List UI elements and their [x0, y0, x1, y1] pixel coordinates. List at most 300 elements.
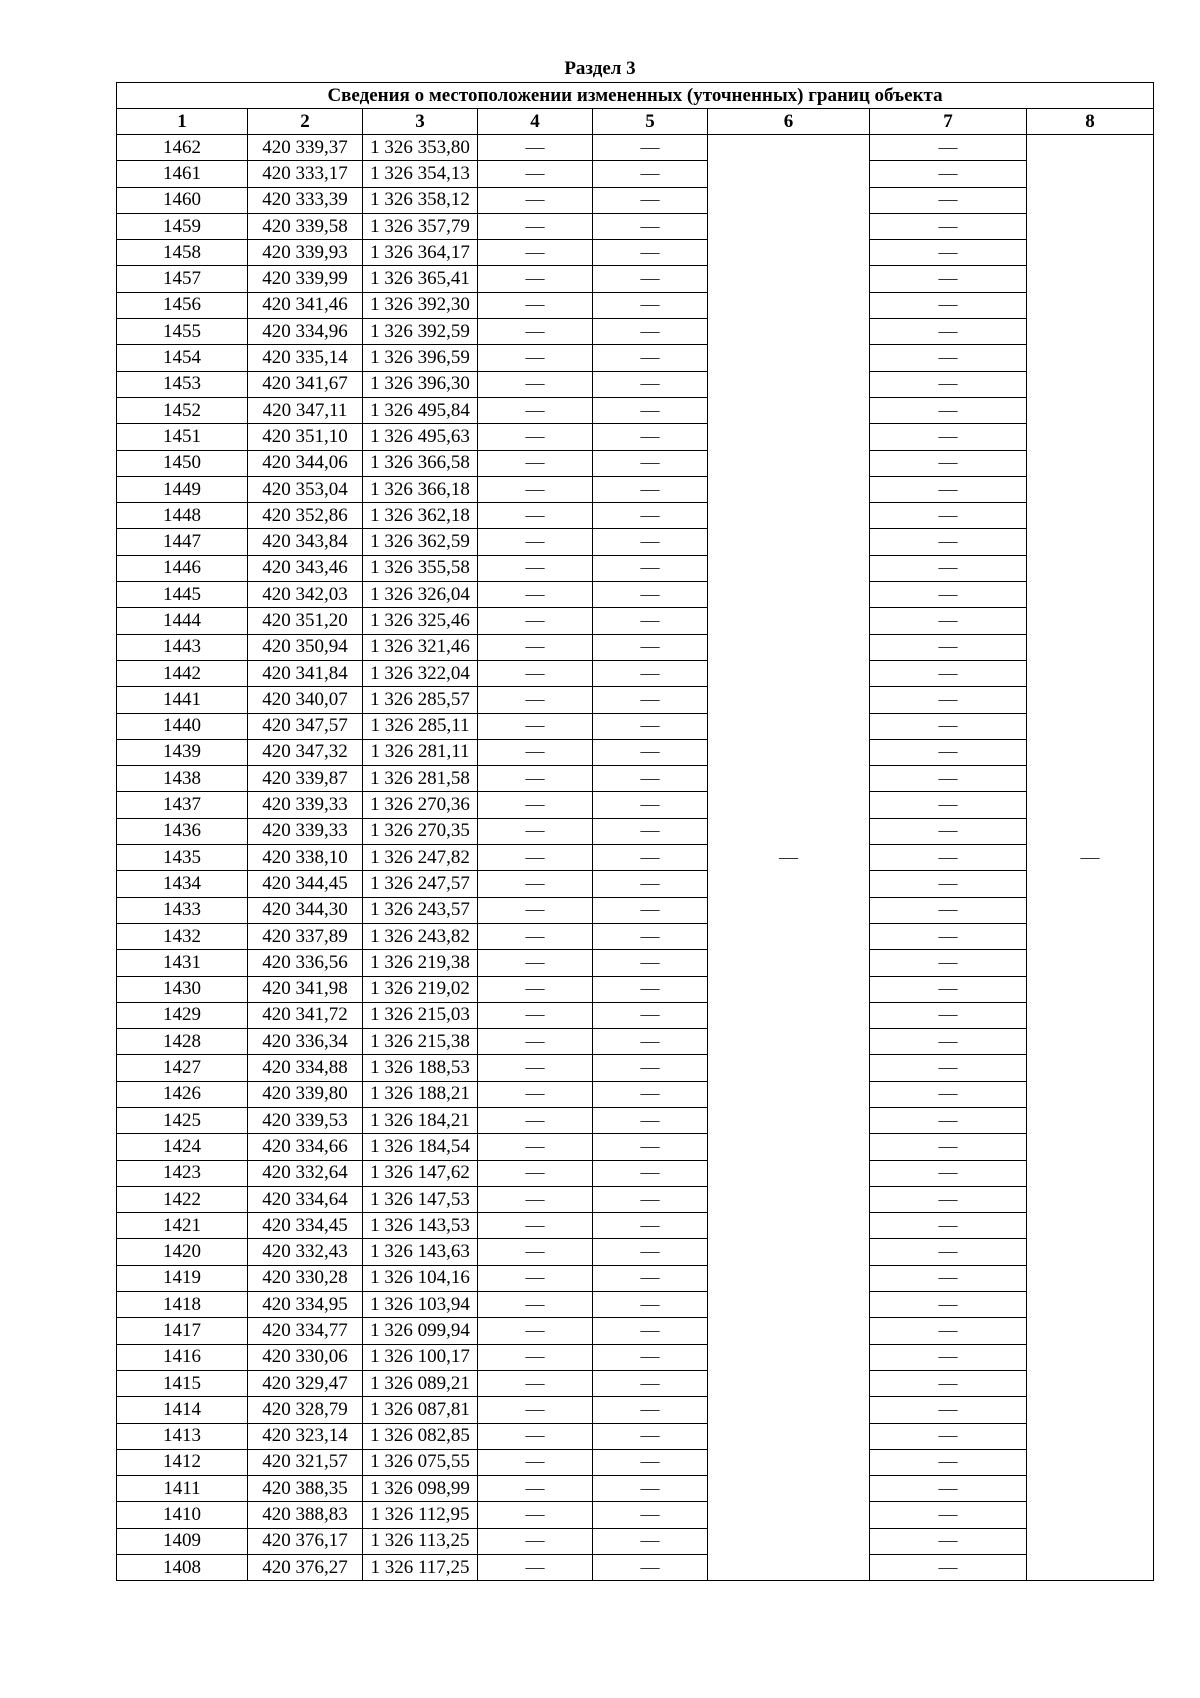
table-row	[117, 1476, 1154, 1502]
column-7-dash-cell: —	[870, 1055, 1027, 1081]
table-row	[117, 923, 1154, 949]
table-row	[117, 871, 1154, 897]
x-coordinate-cell: 420 351,20	[248, 608, 363, 634]
column-number-6: 6	[708, 109, 870, 135]
column-7-dash-cell: —	[870, 950, 1027, 976]
table-row	[117, 1528, 1154, 1554]
point-number-cell: 1425	[117, 1107, 248, 1133]
column-4-dash-cell: —	[478, 161, 593, 187]
column-4-dash-cell: —	[478, 582, 593, 608]
point-number-cell: 1455	[117, 319, 248, 345]
column-5-dash-cell: —	[593, 713, 708, 739]
column-7-dash-cell: —	[870, 845, 1027, 871]
column-7-dash-cell: —	[870, 503, 1027, 529]
y-coordinate-cell: 1 326 358,12	[363, 187, 478, 213]
x-coordinate-cell: 420 341,84	[248, 660, 363, 686]
x-coordinate-cell: 420 321,57	[248, 1449, 363, 1475]
x-coordinate-cell: 420 341,98	[248, 976, 363, 1002]
point-number-cell: 1444	[117, 608, 248, 634]
x-coordinate-cell: 420 336,34	[248, 1029, 363, 1055]
column-5-dash-cell: —	[593, 1292, 708, 1318]
column-5-dash-cell: —	[593, 1318, 708, 1344]
column-4-dash-cell: —	[478, 292, 593, 318]
column-7-dash-cell: —	[870, 450, 1027, 476]
y-coordinate-cell: 1 326 325,46	[363, 608, 478, 634]
column-7-dash-cell: —	[870, 187, 1027, 213]
y-coordinate-cell: 1 326 215,38	[363, 1029, 478, 1055]
x-coordinate-cell: 420 332,43	[248, 1239, 363, 1265]
x-coordinate-cell: 420 344,30	[248, 897, 363, 923]
column-4-dash-cell: —	[478, 713, 593, 739]
column-5-dash-cell: —	[593, 1239, 708, 1265]
table-row	[117, 1397, 1154, 1423]
x-coordinate-cell: 420 388,35	[248, 1476, 363, 1502]
column-4-dash-cell: —	[478, 1002, 593, 1028]
y-coordinate-cell: 1 326 184,54	[363, 1134, 478, 1160]
column-4-dash-cell: —	[478, 1029, 593, 1055]
y-coordinate-cell: 1 326 098,99	[363, 1476, 478, 1502]
column-4-dash-cell: —	[478, 319, 593, 345]
column-7-dash-cell: —	[870, 1476, 1027, 1502]
column-4-dash-cell: —	[478, 845, 593, 871]
boundary-points-table	[116, 82, 1154, 1581]
x-coordinate-cell: 420 388,83	[248, 1502, 363, 1528]
x-coordinate-cell: 420 352,86	[248, 503, 363, 529]
x-coordinate-cell: 420 329,47	[248, 1370, 363, 1396]
column-5-dash-cell: —	[593, 1160, 708, 1186]
column-number-1: 1	[117, 109, 248, 135]
x-coordinate-cell: 420 351,10	[248, 424, 363, 450]
column-4-dash-cell: —	[478, 923, 593, 949]
column-5-dash-cell: —	[593, 240, 708, 266]
y-coordinate-cell: 1 326 113,25	[363, 1528, 478, 1554]
table-title: Сведения о местоположении измененных (уточненных) границ объекта	[117, 83, 1154, 109]
column-4-dash-cell: —	[478, 1055, 593, 1081]
column-4-dash-cell: —	[478, 976, 593, 1002]
column-7-dash-cell: —	[870, 713, 1027, 739]
y-coordinate-cell: 1 326 353,80	[363, 135, 478, 161]
x-coordinate-cell: 420 333,39	[248, 187, 363, 213]
table-row	[117, 213, 1154, 239]
column-number-2: 2	[248, 109, 363, 135]
table-row	[117, 266, 1154, 292]
point-number-cell: 1439	[117, 739, 248, 765]
table-row	[117, 1186, 1154, 1212]
table-row	[117, 608, 1154, 634]
column-7-dash-cell: —	[870, 1081, 1027, 1107]
column-7-dash-cell: —	[870, 923, 1027, 949]
table-row	[117, 897, 1154, 923]
point-number-cell: 1434	[117, 871, 248, 897]
x-coordinate-cell: 420 339,53	[248, 1107, 363, 1133]
column-7-dash-cell: —	[870, 397, 1027, 423]
column-4-dash-cell: —	[478, 1449, 593, 1475]
column-5-dash-cell: —	[593, 555, 708, 581]
table-row	[117, 450, 1154, 476]
column-4-dash-cell: —	[478, 371, 593, 397]
column-4-dash-cell: —	[478, 450, 593, 476]
column-5-dash-cell: —	[593, 739, 708, 765]
x-coordinate-cell: 420 334,64	[248, 1186, 363, 1212]
point-number-cell: 1423	[117, 1160, 248, 1186]
table-row	[117, 1318, 1154, 1344]
column-7-dash-cell: —	[870, 608, 1027, 634]
table-row	[117, 1370, 1154, 1396]
column-7-dash-cell: —	[870, 1344, 1027, 1370]
y-coordinate-cell: 1 326 103,94	[363, 1292, 478, 1318]
point-number-cell: 1411	[117, 1476, 248, 1502]
column-5-dash-cell: —	[593, 1055, 708, 1081]
column-5-dash-cell: —	[593, 161, 708, 187]
column-number-row	[117, 109, 1154, 135]
table-body	[117, 135, 1154, 1581]
column-7-dash-cell: —	[870, 1423, 1027, 1449]
column-4-dash-cell: —	[478, 1134, 593, 1160]
column-4-dash-cell: —	[478, 1081, 593, 1107]
column-5-dash-cell: —	[593, 503, 708, 529]
column-5-dash-cell: —	[593, 1370, 708, 1396]
y-coordinate-cell: 1 326 396,59	[363, 345, 478, 371]
section-title: Раздел 3	[564, 58, 636, 79]
y-coordinate-cell: 1 326 321,46	[363, 634, 478, 660]
table-row	[117, 976, 1154, 1002]
point-number-cell: 1437	[117, 792, 248, 818]
table-row	[117, 766, 1154, 792]
x-coordinate-cell: 420 336,56	[248, 950, 363, 976]
y-coordinate-cell: 1 326 495,84	[363, 397, 478, 423]
column-4-dash-cell: —	[478, 1107, 593, 1133]
point-number-cell: 1440	[117, 713, 248, 739]
column-7-dash-cell: —	[870, 266, 1027, 292]
column-4-dash-cell: —	[478, 739, 593, 765]
point-number-cell: 1442	[117, 660, 248, 686]
y-coordinate-cell: 1 326 112,95	[363, 1502, 478, 1528]
column-7-dash-cell: —	[870, 976, 1027, 1002]
x-coordinate-cell: 420 339,33	[248, 818, 363, 844]
column-5-dash-cell: —	[593, 1134, 708, 1160]
table-row	[117, 660, 1154, 686]
column-7-dash-cell: —	[870, 135, 1027, 161]
point-number-cell: 1429	[117, 1002, 248, 1028]
column-4-dash-cell: —	[478, 1344, 593, 1370]
table-row	[117, 1055, 1154, 1081]
x-coordinate-cell: 420 339,80	[248, 1081, 363, 1107]
y-coordinate-cell: 1 326 362,59	[363, 529, 478, 555]
y-coordinate-cell: 1 326 357,79	[363, 213, 478, 239]
column-7-dash-cell: —	[870, 1239, 1027, 1265]
column-7-dash-cell: —	[870, 1502, 1027, 1528]
column-5-dash-cell: —	[593, 135, 708, 161]
point-number-cell: 1443	[117, 634, 248, 660]
column-5-dash-cell: —	[593, 871, 708, 897]
y-coordinate-cell: 1 326 366,18	[363, 476, 478, 502]
y-coordinate-cell: 1 326 143,63	[363, 1239, 478, 1265]
point-number-cell: 1458	[117, 240, 248, 266]
y-coordinate-cell: 1 326 147,53	[363, 1186, 478, 1212]
column-7-dash-cell: —	[870, 529, 1027, 555]
column-5-dash-cell: —	[593, 950, 708, 976]
column-5-dash-cell: —	[593, 1397, 708, 1423]
x-coordinate-cell: 420 353,04	[248, 476, 363, 502]
point-number-cell: 1435	[117, 845, 248, 871]
column-7-dash-cell: —	[870, 555, 1027, 581]
table-row	[117, 1134, 1154, 1160]
x-coordinate-cell: 420 344,06	[248, 450, 363, 476]
point-number-cell: 1413	[117, 1423, 248, 1449]
column-5-dash-cell: —	[593, 1476, 708, 1502]
x-coordinate-cell: 420 334,66	[248, 1134, 363, 1160]
column-7-dash-cell: —	[870, 213, 1027, 239]
column-4-dash-cell: —	[478, 1160, 593, 1186]
column-5-dash-cell: —	[593, 1081, 708, 1107]
point-number-cell: 1408	[117, 1555, 248, 1581]
table-row	[117, 240, 1154, 266]
x-coordinate-cell: 420 339,99	[248, 266, 363, 292]
column-7-dash-cell: —	[870, 1029, 1027, 1055]
table-row	[117, 345, 1154, 371]
y-coordinate-cell: 1 326 270,35	[363, 818, 478, 844]
table-row	[117, 187, 1154, 213]
y-coordinate-cell: 1 326 362,18	[363, 503, 478, 529]
column-4-dash-cell: —	[478, 1292, 593, 1318]
table-row	[117, 1029, 1154, 1055]
point-number-cell: 1415	[117, 1370, 248, 1396]
point-number-cell: 1456	[117, 292, 248, 318]
y-coordinate-cell: 1 326 247,57	[363, 871, 478, 897]
y-coordinate-cell: 1 326 104,16	[363, 1265, 478, 1291]
y-coordinate-cell: 1 326 219,02	[363, 976, 478, 1002]
table-row	[117, 424, 1154, 450]
column-5-dash-cell: —	[593, 1029, 708, 1055]
column-4-dash-cell: —	[478, 1423, 593, 1449]
column-5-dash-cell: —	[593, 319, 708, 345]
column-5-dash-cell: —	[593, 529, 708, 555]
y-coordinate-cell: 1 326 188,21	[363, 1081, 478, 1107]
column-number-7: 7	[870, 109, 1027, 135]
x-coordinate-cell: 420 334,88	[248, 1055, 363, 1081]
column-number-8: 8	[1027, 109, 1154, 135]
column-4-dash-cell: —	[478, 818, 593, 844]
x-coordinate-cell: 420 334,95	[248, 1292, 363, 1318]
point-number-cell: 1441	[117, 687, 248, 713]
column-5-dash-cell: —	[593, 1002, 708, 1028]
y-coordinate-cell: 1 326 366,58	[363, 450, 478, 476]
column-4-dash-cell: —	[478, 240, 593, 266]
point-number-cell: 1457	[117, 266, 248, 292]
column-5-dash-cell: —	[593, 292, 708, 318]
column-number-4: 4	[478, 109, 593, 135]
point-number-cell: 1414	[117, 1397, 248, 1423]
column-7-dash-cell: —	[870, 240, 1027, 266]
y-coordinate-cell: 1 326 355,58	[363, 555, 478, 581]
table-row	[117, 319, 1154, 345]
x-coordinate-cell: 420 343,84	[248, 529, 363, 555]
point-number-cell: 1454	[117, 345, 248, 371]
column-7-dash-cell: —	[870, 1213, 1027, 1239]
column-8-dash: —	[1080, 846, 1100, 868]
x-coordinate-cell: 420 339,93	[248, 240, 363, 266]
table-row	[117, 292, 1154, 318]
point-number-cell: 1426	[117, 1081, 248, 1107]
x-coordinate-cell: 420 340,07	[248, 687, 363, 713]
column-5-dash-cell: —	[593, 1502, 708, 1528]
column-4-dash-cell: —	[478, 687, 593, 713]
column-7-dash-cell: —	[870, 1265, 1027, 1291]
point-number-cell: 1417	[117, 1318, 248, 1344]
table-row	[117, 135, 1154, 161]
point-number-cell: 1421	[117, 1213, 248, 1239]
y-coordinate-cell: 1 326 495,63	[363, 424, 478, 450]
column-5-dash-cell: —	[593, 476, 708, 502]
table-row	[117, 1292, 1154, 1318]
column-5-dash-cell: —	[593, 187, 708, 213]
point-number-cell: 1453	[117, 371, 248, 397]
column-7-dash-cell: —	[870, 1002, 1027, 1028]
y-coordinate-cell: 1 326 188,53	[363, 1055, 478, 1081]
x-coordinate-cell: 420 341,72	[248, 1002, 363, 1028]
column-7-dash-cell: —	[870, 582, 1027, 608]
x-coordinate-cell: 420 341,46	[248, 292, 363, 318]
column-7-dash-cell: —	[870, 1107, 1027, 1133]
point-number-cell: 1461	[117, 161, 248, 187]
column-7-dash-cell: —	[870, 476, 1027, 502]
table-row	[117, 371, 1154, 397]
x-coordinate-cell: 420 330,28	[248, 1265, 363, 1291]
column-4-dash-cell: —	[478, 213, 593, 239]
table-row	[117, 397, 1154, 423]
column-7-dash-cell: —	[870, 687, 1027, 713]
y-coordinate-cell: 1 326 281,58	[363, 766, 478, 792]
y-coordinate-cell: 1 326 075,55	[363, 1449, 478, 1475]
y-coordinate-cell: 1 326 285,57	[363, 687, 478, 713]
point-number-cell: 1420	[117, 1239, 248, 1265]
point-number-cell: 1432	[117, 923, 248, 949]
column-4-dash-cell: —	[478, 608, 593, 634]
x-coordinate-cell: 420 343,46	[248, 555, 363, 581]
point-number-cell: 1452	[117, 397, 248, 423]
column-7-dash-cell: —	[870, 1134, 1027, 1160]
column-4-dash-cell: —	[478, 1397, 593, 1423]
point-number-cell: 1451	[117, 424, 248, 450]
y-coordinate-cell: 1 326 219,38	[363, 950, 478, 976]
y-coordinate-cell: 1 326 117,25	[363, 1555, 478, 1581]
column-5-dash-cell: —	[593, 923, 708, 949]
column-7-dash-cell: —	[870, 1449, 1027, 1475]
column-7-dash-cell: —	[870, 345, 1027, 371]
column-7-dash-cell: —	[870, 319, 1027, 345]
point-number-cell: 1419	[117, 1265, 248, 1291]
column-5-dash-cell: —	[593, 213, 708, 239]
column-7-dash-cell: —	[870, 660, 1027, 686]
column-4-dash-cell: —	[478, 555, 593, 581]
column-5-dash-cell: —	[593, 687, 708, 713]
table-row	[117, 1002, 1154, 1028]
point-number-cell: 1447	[117, 529, 248, 555]
point-number-cell: 1424	[117, 1134, 248, 1160]
column-4-dash-cell: —	[478, 529, 593, 555]
column-5-dash-cell: —	[593, 450, 708, 476]
column-5-dash-cell: —	[593, 660, 708, 686]
y-coordinate-cell: 1 326 364,17	[363, 240, 478, 266]
point-number-cell: 1436	[117, 818, 248, 844]
point-number-cell: 1446	[117, 555, 248, 581]
y-coordinate-cell: 1 326 270,36	[363, 792, 478, 818]
column-5-dash-cell: —	[593, 1213, 708, 1239]
y-coordinate-cell: 1 326 243,57	[363, 897, 478, 923]
table-row	[117, 1555, 1154, 1581]
table-row	[117, 1502, 1154, 1528]
column-7-dash-cell: —	[870, 739, 1027, 765]
column-5-dash-cell: —	[593, 1449, 708, 1475]
y-coordinate-cell: 1 326 285,11	[363, 713, 478, 739]
point-number-cell: 1418	[117, 1292, 248, 1318]
point-number-cell: 1427	[117, 1055, 248, 1081]
point-number-cell: 1412	[117, 1449, 248, 1475]
point-number-cell: 1460	[117, 187, 248, 213]
y-coordinate-cell: 1 326 089,21	[363, 1370, 478, 1396]
column-7-dash-cell: —	[870, 371, 1027, 397]
column-7-dash-cell: —	[870, 1370, 1027, 1396]
x-coordinate-cell: 420 332,64	[248, 1160, 363, 1186]
y-coordinate-cell: 1 326 392,59	[363, 319, 478, 345]
x-coordinate-cell: 420 335,14	[248, 345, 363, 371]
y-coordinate-cell: 1 326 326,04	[363, 582, 478, 608]
point-number-cell: 1462	[117, 135, 248, 161]
column-5-dash-cell: —	[593, 1186, 708, 1212]
column-8-merged-cell	[1027, 135, 1154, 1581]
column-7-dash-cell: —	[870, 871, 1027, 897]
x-coordinate-cell: 420 334,77	[248, 1318, 363, 1344]
point-number-cell: 1422	[117, 1186, 248, 1212]
column-number-3: 3	[363, 109, 478, 135]
y-coordinate-cell: 1 326 243,82	[363, 923, 478, 949]
column-5-dash-cell: —	[593, 397, 708, 423]
column-4-dash-cell: —	[478, 1265, 593, 1291]
column-7-dash-cell: —	[870, 897, 1027, 923]
x-coordinate-cell: 420 347,57	[248, 713, 363, 739]
column-4-dash-cell: —	[478, 1239, 593, 1265]
x-coordinate-cell: 420 333,17	[248, 161, 363, 187]
point-number-cell: 1449	[117, 476, 248, 502]
x-coordinate-cell: 420 337,89	[248, 923, 363, 949]
column-6-dash: —	[779, 846, 798, 868]
table-row	[117, 1081, 1154, 1107]
column-7-dash-cell: —	[870, 161, 1027, 187]
column-4-dash-cell: —	[478, 1213, 593, 1239]
y-coordinate-cell: 1 326 396,30	[363, 371, 478, 397]
table-row	[117, 476, 1154, 502]
y-coordinate-cell: 1 326 392,30	[363, 292, 478, 318]
column-7-dash-cell: —	[870, 1528, 1027, 1554]
x-coordinate-cell: 420 334,96	[248, 319, 363, 345]
column-5-dash-cell: —	[593, 897, 708, 923]
x-coordinate-cell: 420 350,94	[248, 634, 363, 660]
table-row	[117, 503, 1154, 529]
x-coordinate-cell: 420 330,06	[248, 1344, 363, 1370]
column-7-dash-cell: —	[870, 766, 1027, 792]
y-coordinate-cell: 1 326 082,85	[363, 1423, 478, 1449]
point-number-cell: 1416	[117, 1344, 248, 1370]
point-number-cell: 1448	[117, 503, 248, 529]
column-4-dash-cell: —	[478, 1555, 593, 1581]
column-5-dash-cell: —	[593, 1555, 708, 1581]
column-4-dash-cell: —	[478, 1476, 593, 1502]
x-coordinate-cell: 420 376,27	[248, 1555, 363, 1581]
point-number-cell: 1433	[117, 897, 248, 923]
column-4-dash-cell: —	[478, 424, 593, 450]
column-4-dash-cell: —	[478, 871, 593, 897]
x-coordinate-cell: 420 347,11	[248, 397, 363, 423]
